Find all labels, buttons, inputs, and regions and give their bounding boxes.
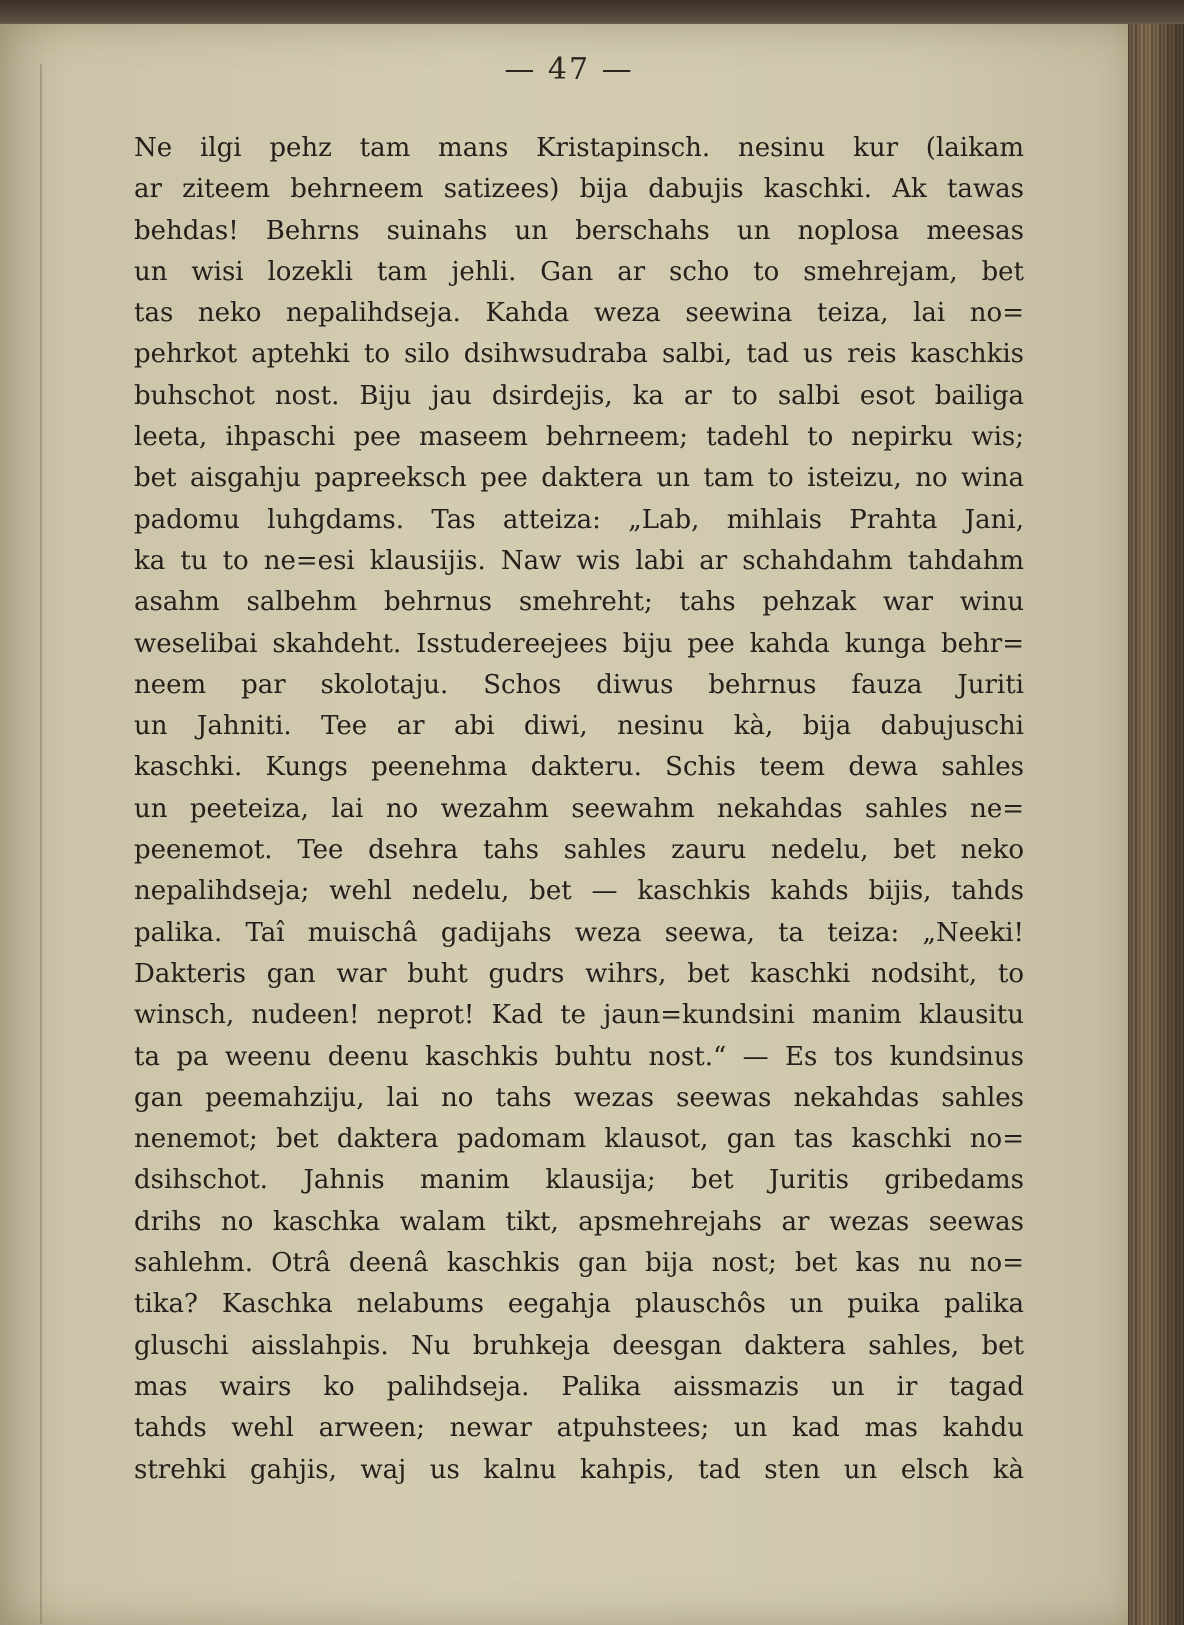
text-line: ta pa weenu deenu kaschkis buhtu nost.“ — Es tos kundsinus	[134, 1041, 1024, 1072]
text-line: strehki gahjis, waj us kalnu kahpis, tad sten un elsch kà	[134, 1454, 1024, 1485]
page-number: — 47 —	[504, 52, 634, 87]
text-line: behdas! Behrns suinahs un berschahs un noplosa meesas	[134, 215, 1024, 246]
text-line: neem par skolotaju. Schos diwus behrnus fauza Juriti	[134, 669, 1024, 700]
text-line: peenemot. Tee dsehra tahs sahles zauru nedelu, bet neko	[134, 835, 1024, 866]
text-line: dsihschot. Jahnis manim klausija; bet Juritis gribedams	[134, 1165, 1024, 1196]
text-line: tas neko nepalihdseja. Kahda weza seewina teiza, lai no=	[134, 298, 1024, 329]
text-line: asahm salbehm behrnus smehreht; tahs pehzak war winu	[134, 587, 1024, 618]
text-line: gan peemahziju, lai no tahs wezas seewas nekahdas sahles	[134, 1082, 1024, 1113]
text-line: gluschi aisslahpis. Nu bruhkeja deesgan daktera sahles, bet	[134, 1330, 1024, 1361]
text-line: Dakteris gan war buht gudrs wihrs, bet kaschki nodsiht, to	[134, 958, 1024, 989]
text-line: nepalihdseja; wehl nedelu, bet — kaschkis kahds bijis, tahds	[134, 876, 1024, 907]
text-line: padomu luhgdams. Tas atteiza: „Lab, mihlais Prahta Jani,	[134, 504, 1024, 535]
page-fold-line	[40, 64, 42, 1624]
body-text	[134, 128, 1024, 1491]
text-line: un Jahniti. Tee ar abi diwi, nesinu kà, bija dabujuschi	[134, 711, 1024, 742]
text-line: kaschki. Kungs peenehma dakteru. Schis teem dewa sahles	[134, 752, 1024, 783]
text-line: un wisi lozekli tam jehli. Gan ar scho to smehrejam, bet	[134, 256, 1024, 287]
text-line: palika. Taî muischâ gadijahs weza seewa, ta teiza: „Neeki!	[134, 917, 1024, 948]
text-line: un peeteiza, lai no wezahm seewahm nekahdas sahles ne=	[134, 793, 1024, 824]
text-line: buhschot nost. Biju jau dsirdejis, ka ar to salbi esot bailiga	[134, 380, 1024, 411]
text-line: tahds wehl arween; newar atpuhstees; un kad mas kahdu	[134, 1413, 1024, 1444]
text-line: ar ziteem behrneem satizees) bija dabujis kaschki. Ak tawas	[134, 174, 1024, 205]
text-line: winsch, nudeen! neprot! Kad te jaun=kundsini manim klausitu	[134, 1000, 1024, 1031]
text-line: weselibai skahdeht. Isstudereejees biju pee kahda kunga behr=	[134, 628, 1024, 659]
text-line: Ne ilgi pehz tam mans Kristapinsch. nesinu kur (laikam	[134, 133, 1024, 163]
text-line: bet aisgahju papreeksch pee daktera un tam to isteizu, no wina	[134, 463, 1024, 494]
text-line: ka tu to ne=esi klausijis. Naw wis labi ar schahdahm tahdahm	[134, 545, 1024, 576]
text-line: drihs no kaschka walam tikt, apsmehrejahs ar wezas seewas	[134, 1206, 1024, 1237]
text-line: pehrkot aptehki to silo dsihwsudraba salbi, tad us reis kaschkis	[134, 339, 1024, 370]
text-line: tika? Kaschka nelabums eegahja plauschôs un puika palika	[134, 1289, 1024, 1320]
text-line: mas wairs ko palihdseja. Palika aissmazis un ir tagad	[134, 1371, 1024, 1402]
text-line: sahlehm. Otrâ deenâ kaschkis gan bija nost; bet kas nu no=	[134, 1248, 1024, 1279]
text-line: leeta, ihpaschi pee maseem behrneem; tadehl to nepirku wis;	[134, 422, 1024, 453]
text-line: nenemot; bet daktera padomam klausot, gan tas kaschki no=	[134, 1124, 1024, 1155]
book-page-edges	[1128, 24, 1184, 1625]
